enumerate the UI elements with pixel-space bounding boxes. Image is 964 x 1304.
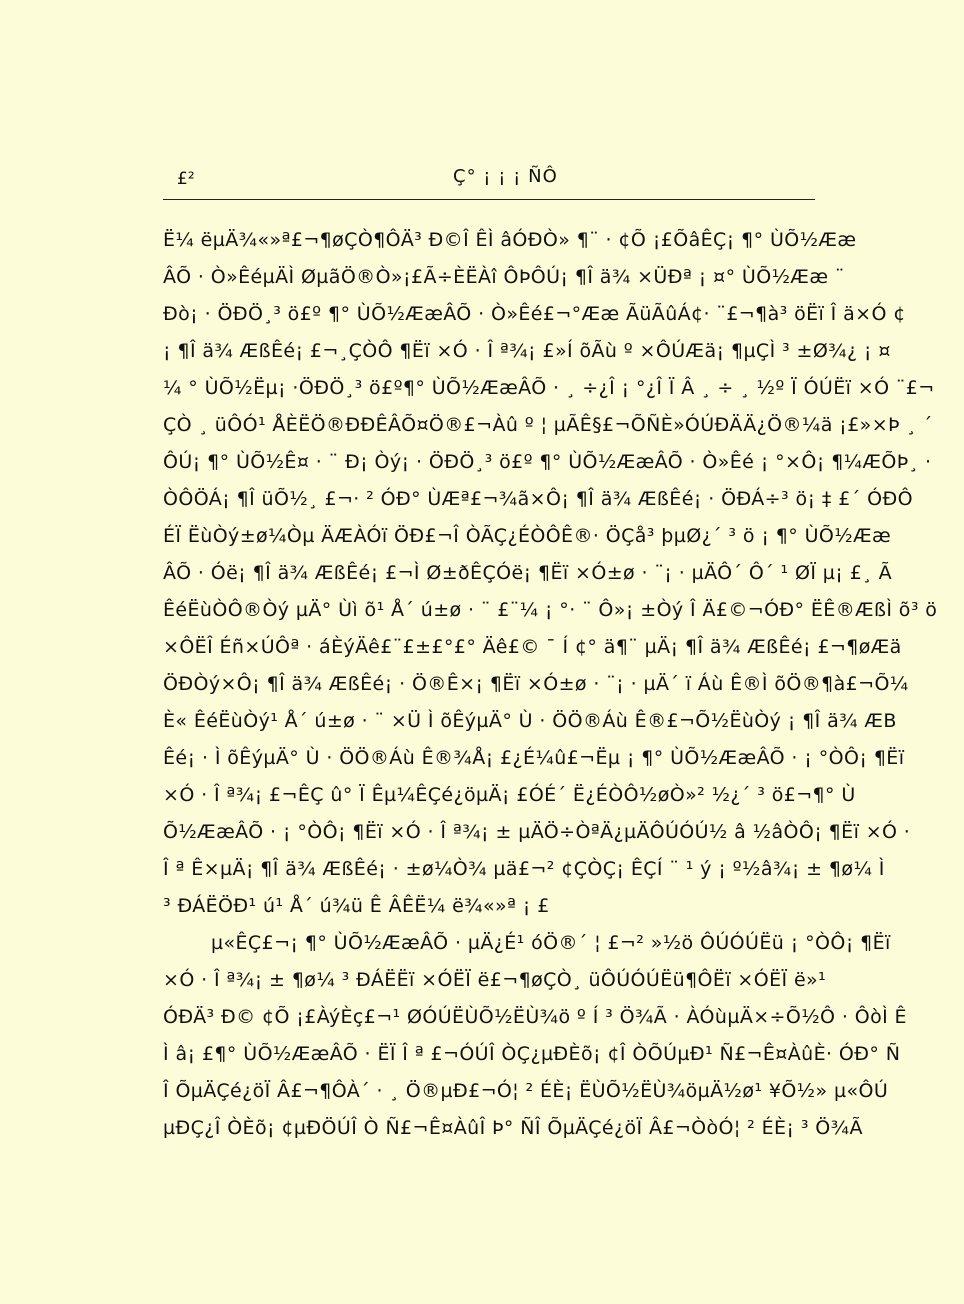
- text-line: ×ÔËÎ Éñ×ÚÔª · áÈýÄê£¨£±£°£° Äê£© ¯ Í ¢° ä¶¨ µÄ¡ ¶Î ä¾ ÆßÊé¡ £¬¶øÆä: [163, 636, 902, 658]
- page-header: [163, 166, 815, 200]
- text-line: Êé¡ · Ì õÊýµÄ° Ù · ÖÖ®Áù Ê®¾Å¡ £¿É¼û£¬Ëµ ¡ ¶° ÙÕ½ÆæÂÕ · ¡ °ÒÔ¡ ¶Ëï: [163, 747, 905, 769]
- text-line: È« ÊéËùÒý¹ Å´ ú±ø · ¨ ×Ü Ì õÊýµÄ° Ù · ÖÖ®Áù Ê®£¬Õ½ËùÒý ¡ ¶Î ä¾ ÆB: [163, 710, 897, 732]
- text-line: ÓÐÄ³ Ð© ¢Õ ¡£ÀýÈç£¬¹ ØÓÚËÙÕ½ËÙ¾ö º Í ³ Ö¾Ã · ÀÓùµÄ×÷Õ½Ô · ÔòÌ Ê: [163, 1006, 907, 1028]
- text-line: ¡ ¶Î ä¾ ÆßÊé¡ £¬¸ÇÒÔ ¶Ëï ×Ó · Î ª¾¡ £»Í õÃù º ×ÔÚÆä¡ ¶µÇÌ ³ ±Ø¾¿ ¡ ¤: [163, 340, 891, 362]
- text-line: ÂÕ · Ò»ÊéµÄÌ ØµãÖ®Ò»¡£Ã÷ÈËÀî ÔÞÔÚ¡ ¶Î ä¾ ×ÜÐª ¡ ¤° ÙÕ½Ææ ¨: [163, 266, 845, 288]
- running-title: Ç° ¡ ¡ ¡ ÑÔ: [453, 166, 558, 187]
- text-line: ÒÔÖÁ¡ ¶Î üÕ½¸ £¬· ² ÓÐ° ÙÆª£¬¾ã×Ô¡ ¶Î ä¾ ÆßÊé¡ · ÖÐÁ÷³ ö¡ ‡ £´ ÓÐÔ: [163, 488, 913, 510]
- page-number: £²: [177, 169, 195, 189]
- text-line: Ì â¡ £¶° ÙÕ½ÆæÂÕ · ËÏ Î ª £¬ÓÚÎ ÒÇ¿µÐÈõ¡ ¢Î ÒÕÚµÐ¹ Ñ£¬Ê¤ÀûÈ· ÓÐ° Ñ: [163, 1043, 901, 1065]
- text-line: ÊéËùÒÔ®Òý µÄ° Ùì õ¹ Å´ ú±ø · ¨ £¨¼ ¡ °· ¨ Ô»¡ ±Òý Î Ä£©¬ÓÐ° ËÊ®ÆßÌ õ³ ö: [163, 599, 938, 621]
- text-line: ×Ó · Î ª¾¡ £¬ÊÇ û° Ï Êµ¼ÊÇé¿öµÄ¡ £ÓÉ´ Ë¿ÉÒÔ½øÒ»² ½¿´ ³ ö£¬¶° Ù: [163, 784, 856, 806]
- text-line: ³ ÐÁËÖÐ¹ ú¹ Å´ ú¾ü Ê ÂÊË¼ ë¾«»ª ¡ £: [163, 895, 550, 917]
- body-text: [163, 226, 938, 1151]
- text-line: Õ½ÆæÂÕ · ¡ °ÒÔ¡ ¶Ëï ×Ó · Î ª¾¡ ± µÄÖ÷ÒªÄ¿µÄÔÚÓÚ½ â ½âÒÔ¡ ¶Ëï ×Ó ·: [163, 821, 911, 843]
- text-line: Î ª Ê×µÄ¡ ¶Î ä¾ ÆßÊé¡ · ±ø¼Ò¾ µä£¬² ¢ÇÒÇ¡ ÊÇÍ ¨ ¹ ý ¡ º½â¾¡ ± ¶ø¼ Ì: [163, 858, 885, 880]
- text-line: Ë¼ ëµÄ¾«»ª£¬¶øÇÒ¶ÔÄ³ Ð©Î ÊÌ âÓÐÒ» ¶¨ · ¢Õ ¡£ÕâÊÇ¡ ¶° ÙÕ½Ææ: [163, 229, 857, 251]
- text-line: ÇÒ ¸ üÔÓ¹ ÅÈËÖ®ÐÐÊÂÕ¤Ö®£¬Àû º ¦ µÃÊ§£¬ÕÑÈ»ÓÚÐÄÄ¿Ö®¼ä ¡£»×Þ ¸ ´: [163, 414, 933, 436]
- text-line: ÂÕ · Óë¡ ¶Î ä¾ ÆßÊé¡ £¬Ì Ø±ðÊÇÓë¡ ¶Ëï ×Ó±ø · ¨¡ · µÄÔ´ Ô´ ¹ ØÏ µ¡ £¸ Ã: [163, 562, 892, 584]
- paragraph: [163, 226, 938, 929]
- text-line: ¼ ° ÙÕ½Ëµ¡ ·ÖÐÖ¸³ ö£º¶° ÙÕ½ÆæÂÕ · ¸ ÷¿Î ¡ °¿Î Ï Â ¸ ÷ ¸ ½º Ï ÓÚËï ×Ó ¨£¬: [163, 377, 935, 399]
- text-line: µ«ÊÇ£¬¡ ¶° ÙÕ½ÆæÂÕ · µÄ¿É¹ óÖ®´ ¦ £¬² »½ö ÔÚÓÚËü ¡ °ÒÔ¡ ¶Ëï: [211, 932, 891, 954]
- text-line: ×Ó · Î ª¾¡ ± ¶ø¼ ³ ÐÁËËï ×ÓËÏ ë£¬¶øÇÒ¸ üÔÚÓÚËü¶ÔËï ×ÓËÏ ë»¹: [163, 969, 827, 991]
- text-line: Î ÕµÄÇé¿öÏ Â£¬¶ÔÀ´ · ¸ Ö®µÐ£¬Ó¦ ² ÉÈ¡ ËÙÕ½ËÙ¾öµÄ½ø¹ ¥Õ½» µ«ÔÚ: [163, 1080, 889, 1102]
- text-line: Ðò¡ · ÖÐÖ¸³ ö£º ¶° ÙÕ½ÆæÂÕ · Ò»Êé£¬°Ææ ÃüÃûÁ¢· ¨£¬¶à³ öËï Î ä×Ó ¢: [163, 303, 906, 325]
- text-line: ÖÐÒý×Ô¡ ¶Î ä¾ ÆßÊé¡ · Ö®Ê×¡ ¶Ëï ×Ó±ø · ¨¡ · µÄ´ ï Áù Ê®Ì õÖ®¶à£¬Õ¼: [163, 673, 909, 695]
- text-line: ÔÚ¡ ¶° ÙÕ½Ê¤ · ¨ Ð¡ Òý¡ · ÖÐÖ¸³ ö£º ¶° ÙÕ½ÆæÂÕ · Ò»Êé ¡ °×Ô¡ ¶¼ÆÕÞ¸ ·: [163, 451, 932, 473]
- text-line: µÐÇ¿Î ÒÈõ¡ ¢µÐÖÚÎ Ò Ñ£¬Ê¤ÀûÎ Þ° ÑÎ ÕµÄÇé¿öÏ Â£¬ÒòÓ¦ ² ÉÈ¡ ³ Ö¾Ã: [163, 1117, 863, 1139]
- paragraph: [163, 929, 907, 1151]
- header-rule: [163, 199, 815, 200]
- text-line: ÉÏ ËùÒý±ø¼Òµ ÄÆÀÓï ÖÐ£¬Î ÒÃÇ¿ÉÒÔÊ®· ÖÇå³ þµØ¿´ ³ ö ¡ ¶° ÙÕ½Ææ: [163, 525, 892, 547]
